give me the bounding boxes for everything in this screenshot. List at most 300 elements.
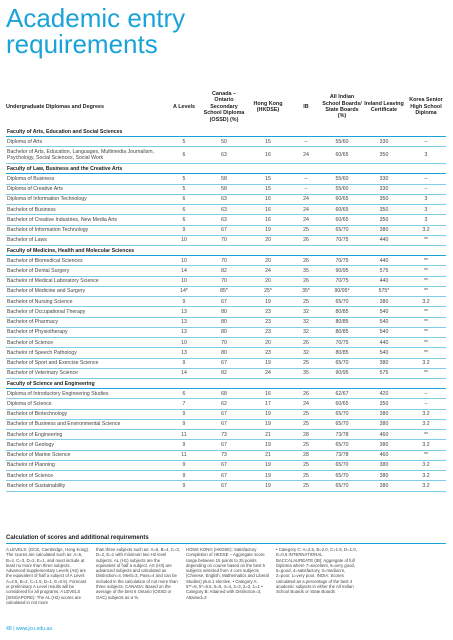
- program-name: Bachelor of Biotechnology: [6, 409, 166, 419]
- score-cell: 67: [202, 358, 246, 368]
- score-cell: 90/95*: [322, 286, 362, 296]
- score-cell: 16: [246, 215, 290, 225]
- score-cell: 25: [290, 460, 322, 470]
- program-name: Bachelor of Laws: [6, 235, 166, 245]
- score-cell: 5: [166, 137, 202, 147]
- score-cell: 58: [202, 174, 246, 184]
- entry-requirements-table: [6, 87, 446, 492]
- program-name: Bachelor of Creative Industries, New Media Arts: [6, 215, 166, 225]
- score-cell: 11: [166, 450, 202, 460]
- score-cell: **: [406, 276, 446, 286]
- program-name: Bachelor of Marine Science: [6, 450, 166, 460]
- table-row: [6, 450, 446, 460]
- score-cell: 25: [290, 225, 322, 235]
- score-cell: 80/85: [322, 307, 362, 317]
- score-cell: 82: [202, 266, 246, 276]
- score-cell: 65/70: [322, 440, 362, 450]
- program-name: Bachelor of Geology: [6, 440, 166, 450]
- program-name: Bachelor of Nursing Science: [6, 297, 166, 307]
- program-name: Bachelor of Business and Environmental Science: [6, 419, 166, 429]
- table-row: [6, 409, 446, 419]
- table-row: [6, 307, 446, 317]
- score-cell: 65/70: [322, 460, 362, 470]
- score-cell: 13: [166, 327, 202, 337]
- score-cell: 24: [246, 266, 290, 276]
- footnote-column: A LEVELS: (GCE, Cambridge, Hong Kong). The scores are calculated such as: A=5, B=4, C=3, D=2, E=1, and must include at least no more than three subjects. Advanced Supplementary Levels (AS) are the equivalent of half a subject of A Level: A=2.5, B=2, C=1.5, D=1, E=0.5). Forecast or preliminary A Level results will be considered for all programs. A LEVELS (SINGAPORE): The AL (H2) scores are calculated in not more: [6, 547, 90, 605]
- score-cell: 80: [202, 348, 246, 358]
- score-cell: 67: [202, 471, 246, 481]
- score-cell: 380: [362, 225, 406, 235]
- score-cell: 3.2: [406, 358, 446, 368]
- score-cell: 23: [246, 307, 290, 317]
- score-cell: 440: [362, 276, 406, 286]
- score-cell: 67: [202, 460, 246, 470]
- score-cell: 32: [290, 317, 322, 327]
- score-cell: 80: [202, 327, 246, 337]
- footnotes-heading: Calculation of scores and additional requirements: [6, 535, 149, 541]
- score-cell: 68: [202, 389, 246, 399]
- score-cell: 90/95: [322, 368, 362, 378]
- score-cell: 6: [166, 389, 202, 399]
- score-cell: 9: [166, 409, 202, 419]
- score-cell: 19: [246, 409, 290, 419]
- table-row: [6, 399, 446, 409]
- score-cell: 80/85: [322, 317, 362, 327]
- score-cell: 26: [290, 235, 322, 245]
- program-name: Bachelor of Information Technology: [6, 225, 166, 235]
- program-name: Bachelor of Business: [6, 205, 166, 215]
- table-row: [6, 419, 446, 429]
- table-row: [6, 338, 446, 348]
- score-cell: –: [406, 399, 446, 409]
- score-cell: 9: [166, 358, 202, 368]
- score-cell: 28: [290, 450, 322, 460]
- score-cell: **: [406, 235, 446, 245]
- score-cell: 25*: [246, 286, 290, 296]
- program-name: Diploma of Creative Arts: [6, 184, 166, 194]
- score-cell: 460: [362, 450, 406, 460]
- score-cell: 13: [166, 348, 202, 358]
- score-cell: 14: [166, 368, 202, 378]
- score-cell: 460: [362, 430, 406, 440]
- score-cell: 70/75: [322, 276, 362, 286]
- score-cell: 16: [246, 205, 290, 215]
- score-cell: **: [406, 368, 446, 378]
- score-cell: 24: [290, 147, 322, 164]
- score-cell: 65/70: [322, 419, 362, 429]
- score-cell: 50: [202, 137, 246, 147]
- score-cell: 32: [290, 327, 322, 337]
- score-cell: 3: [406, 147, 446, 164]
- score-cell: 10: [166, 256, 202, 266]
- score-cell: 350: [362, 399, 406, 409]
- header-cell: All Indian School Boards/ State Boards (%): [322, 94, 362, 120]
- score-cell: 3.2: [406, 409, 446, 419]
- table-row: [6, 215, 446, 225]
- score-cell: 540: [362, 307, 406, 317]
- header-cell: Ireland Leaving Certificate: [364, 100, 404, 113]
- score-cell: –: [406, 137, 446, 147]
- score-cell: 26: [290, 338, 322, 348]
- score-cell: 9: [166, 440, 202, 450]
- score-cell: 9: [166, 460, 202, 470]
- table-row: [6, 368, 446, 378]
- score-cell: 19: [246, 471, 290, 481]
- program-name: Bachelor of Pharmacy: [6, 317, 166, 327]
- score-cell: 25: [290, 297, 322, 307]
- score-cell: **: [406, 338, 446, 348]
- score-cell: 60/65: [322, 215, 362, 225]
- page-footer: 48 | www.jcu.edu.au: [6, 626, 53, 632]
- score-cell: 73/78: [322, 450, 362, 460]
- score-cell: 380: [362, 460, 406, 470]
- footnote-column: HONG KONG (HKDSE): Satisfactory Completion of HKDSE – Aggregate score range between 15 points to 25 points depending on course based on the best 5 subjects selected from 4 core subjects (Chinese, English, Mathematics and Liberal Studies) plus 1 elective. • Category A: 5**=6, 5*=5.5, 5=5, 4=4, 3=3, 2=2, 1=1 • Category B: Attained with Distinction=3, Attained=2: [186, 547, 269, 600]
- score-cell: 440: [362, 338, 406, 348]
- score-cell: 575: [362, 266, 406, 276]
- score-cell: 32: [290, 348, 322, 358]
- score-cell: 70: [202, 338, 246, 348]
- score-cell: 35: [290, 368, 322, 378]
- score-cell: **: [406, 266, 446, 276]
- score-cell: 19: [246, 419, 290, 429]
- score-cell: 55/60: [322, 174, 362, 184]
- table-row: [6, 194, 446, 204]
- faculty-section-row: [6, 164, 446, 174]
- score-cell: **: [406, 286, 446, 296]
- table-row: [6, 276, 446, 286]
- score-cell: 380: [362, 440, 406, 450]
- score-cell: 24: [290, 399, 322, 409]
- score-cell: 67: [202, 409, 246, 419]
- score-cell: –: [406, 174, 446, 184]
- score-cell: 6: [166, 147, 202, 164]
- score-cell: 7: [166, 399, 202, 409]
- score-cell: 65/70: [322, 358, 362, 368]
- score-cell: 25: [290, 481, 322, 491]
- program-name: Diploma of Business: [6, 174, 166, 184]
- score-cell: 15: [246, 174, 290, 184]
- program-name: Bachelor of Occupational Therapy: [6, 307, 166, 317]
- program-name: Bachelor of Biomedical Sciences: [6, 256, 166, 266]
- score-cell: **: [406, 450, 446, 460]
- score-cell: 25: [290, 419, 322, 429]
- score-cell: 67: [202, 419, 246, 429]
- score-cell: 540: [362, 317, 406, 327]
- faculty-name: Faculty of Medicine, Health and Molecular Sciences: [6, 246, 446, 256]
- score-cell: 9: [166, 471, 202, 481]
- score-cell: 330: [362, 174, 406, 184]
- score-cell: 3: [406, 215, 446, 225]
- score-cell: 80/85: [322, 327, 362, 337]
- header-cell: IB: [303, 103, 309, 110]
- score-cell: 350: [362, 147, 406, 164]
- score-cell: 3: [406, 194, 446, 204]
- table-row: [6, 174, 446, 184]
- score-cell: 63: [202, 215, 246, 225]
- score-cell: 70: [202, 276, 246, 286]
- header-cell: A Levels: [173, 103, 195, 110]
- faculty-section-row: [6, 127, 446, 137]
- score-cell: –: [406, 184, 446, 194]
- score-cell: 17: [246, 399, 290, 409]
- score-cell: 540: [362, 327, 406, 337]
- score-cell: 575*: [362, 286, 406, 296]
- table-row: [6, 256, 446, 266]
- score-cell: 9: [166, 225, 202, 235]
- table-row: [6, 389, 446, 399]
- header-cell: Canada – Ontario Secondary School Diploma (OSSD) (%): [203, 90, 245, 123]
- score-cell: 440: [362, 235, 406, 245]
- header-cell: Korea Senior High School Diploma: [409, 97, 443, 117]
- program-name: Bachelor of Physiotherapy: [6, 327, 166, 337]
- program-name: Diploma of Arts: [6, 137, 166, 147]
- score-cell: 23: [246, 327, 290, 337]
- program-name: Bachelor of Medicine and Surgery: [6, 286, 166, 296]
- score-cell: 80/85: [322, 348, 362, 358]
- score-cell: 19: [246, 460, 290, 470]
- score-cell: 6: [166, 215, 202, 225]
- score-cell: 82: [202, 368, 246, 378]
- table-row: [6, 317, 446, 327]
- score-cell: 15: [246, 184, 290, 194]
- program-name: Bachelor of Dental Surgery: [6, 266, 166, 276]
- score-cell: 10: [166, 235, 202, 245]
- score-cell: 67: [202, 297, 246, 307]
- score-cell: 73/78: [322, 430, 362, 440]
- score-cell: 65/70: [322, 225, 362, 235]
- program-name: Bachelor of Planning: [6, 460, 166, 470]
- program-name: Bachelor of Veterinary Science: [6, 368, 166, 378]
- program-name: Diploma of Information Technology: [6, 194, 166, 204]
- score-cell: **: [406, 317, 446, 327]
- score-cell: 35*: [290, 286, 322, 296]
- score-cell: 19: [246, 358, 290, 368]
- score-cell: 380: [362, 471, 406, 481]
- score-cell: 3.2: [406, 225, 446, 235]
- score-cell: 380: [362, 297, 406, 307]
- table-row: [6, 137, 446, 147]
- score-cell: 26: [290, 276, 322, 286]
- score-cell: 10: [166, 338, 202, 348]
- score-cell: 26: [290, 256, 322, 266]
- score-cell: 16: [246, 147, 290, 164]
- footnote-column: than three subjects such as: A=5, B=4, C=3, D=2, E=1 with minimum two H2 level subjects. AL (H1) subjects are the equivalent of half a subject. AS (H3) are advanced subjects and calculated as Distinction=4, Merit=3, Pass=4 and can be included in the calculation of not more than three subjects. CANADA: Based on the average of the best 6 Ontario (OSSD or OAC) subjects as a %.: [96, 547, 180, 600]
- program-name: Bachelor of Medical Laboratory Science: [6, 276, 166, 286]
- score-cell: 5: [166, 174, 202, 184]
- score-cell: 13: [166, 307, 202, 317]
- score-cell: 19: [246, 440, 290, 450]
- score-cell: 55/60: [322, 184, 362, 194]
- score-cell: 70/75: [322, 256, 362, 266]
- score-cell: 60/65: [322, 147, 362, 164]
- table-row: [6, 348, 446, 358]
- program-name: Diploma of Introductory Engineering Studies: [6, 389, 166, 399]
- table-row: [6, 205, 446, 215]
- score-cell: 60/65: [322, 399, 362, 409]
- score-cell: 62: [202, 399, 246, 409]
- score-cell: 21: [246, 450, 290, 460]
- score-cell: 20: [246, 235, 290, 245]
- score-cell: 24: [290, 215, 322, 225]
- program-name: Bachelor of Sport and Exercise Science: [6, 358, 166, 368]
- table-row: [6, 225, 446, 235]
- table-row: [6, 440, 446, 450]
- score-cell: 11: [166, 430, 202, 440]
- score-cell: 23: [246, 317, 290, 327]
- score-cell: 9: [166, 297, 202, 307]
- faculty-name: Faculty of Science and Engineering: [6, 379, 446, 389]
- table-row: [6, 471, 446, 481]
- faculty-name: Faculty of Law, Business and the Creative Arts: [6, 164, 446, 174]
- score-cell: 24: [290, 205, 322, 215]
- header-row: [6, 87, 446, 127]
- score-cell: 63: [202, 147, 246, 164]
- score-cell: 16: [246, 194, 290, 204]
- program-name: Bachelor of Speech Pathology: [6, 348, 166, 358]
- program-name: Bachelor of Sustainability: [6, 481, 166, 491]
- score-cell: 85*: [202, 286, 246, 296]
- score-cell: 67: [202, 440, 246, 450]
- score-cell: 19: [246, 225, 290, 235]
- score-cell: 13: [166, 317, 202, 327]
- score-cell: 19: [246, 481, 290, 491]
- score-cell: 350: [362, 194, 406, 204]
- divider: [6, 543, 446, 544]
- score-cell: –: [406, 389, 446, 399]
- table-row: [6, 286, 446, 296]
- score-cell: 3.2: [406, 440, 446, 450]
- score-cell: 3.2: [406, 460, 446, 470]
- score-cell: 24: [246, 368, 290, 378]
- score-cell: –: [290, 137, 322, 147]
- score-cell: 28: [290, 430, 322, 440]
- header-cell: Hong Kong (HKDSE): [253, 100, 283, 113]
- score-cell: 70/75: [322, 338, 362, 348]
- score-cell: 330: [362, 137, 406, 147]
- score-cell: 3.2: [406, 419, 446, 429]
- score-cell: 67: [202, 481, 246, 491]
- header-cell: Undergraduate Diplomas and Degrees: [6, 103, 104, 110]
- score-cell: 6: [166, 194, 202, 204]
- score-cell: 67: [202, 225, 246, 235]
- score-cell: **: [406, 307, 446, 317]
- score-cell: 20: [246, 276, 290, 286]
- score-cell: 35: [290, 266, 322, 276]
- table-row: [6, 184, 446, 194]
- score-cell: 21: [246, 430, 290, 440]
- score-cell: 25: [290, 358, 322, 368]
- table-row: [6, 358, 446, 368]
- score-cell: 58: [202, 184, 246, 194]
- table-row: [6, 297, 446, 307]
- score-cell: 25: [290, 440, 322, 450]
- score-cell: **: [406, 327, 446, 337]
- score-cell: 65/70: [322, 481, 362, 491]
- score-cell: 70: [202, 256, 246, 266]
- score-cell: 65/70: [322, 297, 362, 307]
- score-cell: **: [406, 348, 446, 358]
- table-row: [6, 147, 446, 164]
- score-cell: 380: [362, 409, 406, 419]
- score-cell: 65/70: [322, 409, 362, 419]
- score-cell: 63: [202, 194, 246, 204]
- faculty-name: Faculty of Arts, Education and Social Sciences: [6, 127, 446, 137]
- score-cell: 9: [166, 481, 202, 491]
- score-cell: 3.2: [406, 297, 446, 307]
- footnote-column: • Category C: A=2.5, B=2.0, C=1.5, D=1.0, E=0.5 INTERNATIONAL BACCALAUREATE (IB): Aggregate of full Diploma where 7=excellent, 6=very good, 5=good, 4=satisfactory, 3=mediocre, 2=poor, 1=very poor. INDIA: Scores calculated as a percentage of the best 4 academic subjects in either the All Indian School Boards or State Boards: [276, 547, 357, 595]
- score-cell: –: [290, 174, 322, 184]
- score-cell: –: [290, 184, 322, 194]
- score-cell: 440: [362, 256, 406, 266]
- score-cell: 14*: [166, 286, 202, 296]
- score-cell: 3: [406, 205, 446, 215]
- table-row: [6, 266, 446, 276]
- score-cell: 380: [362, 481, 406, 491]
- faculty-section-row: [6, 246, 446, 256]
- score-cell: 14: [166, 266, 202, 276]
- page-title: Academic entry requirements: [6, 3, 186, 59]
- score-cell: 350: [362, 205, 406, 215]
- score-cell: 575: [362, 368, 406, 378]
- score-cell: 25: [290, 471, 322, 481]
- score-cell: 63: [202, 205, 246, 215]
- faculty-section-row: [6, 379, 446, 389]
- score-cell: 540: [362, 348, 406, 358]
- score-cell: **: [406, 430, 446, 440]
- score-cell: 60/65: [322, 205, 362, 215]
- program-name: Diploma of Science: [6, 399, 166, 409]
- score-cell: 73: [202, 430, 246, 440]
- score-cell: 23: [246, 348, 290, 358]
- table-row: [6, 327, 446, 337]
- score-cell: 60/65: [322, 194, 362, 204]
- score-cell: 55/60: [322, 137, 362, 147]
- program-name: Bachelor of Arts, Education, Languages, Multimedia Journalism, Psychology, Social Sciences, Social Work: [6, 147, 166, 164]
- score-cell: 62/67: [322, 389, 362, 399]
- score-cell: 65/70: [322, 471, 362, 481]
- table-row: [6, 460, 446, 470]
- score-cell: 15: [246, 137, 290, 147]
- score-cell: 19: [246, 297, 290, 307]
- table-row: [6, 430, 446, 440]
- score-cell: 25: [290, 409, 322, 419]
- score-cell: 380: [362, 419, 406, 429]
- score-cell: 16: [246, 389, 290, 399]
- program-name: Bachelor of Science: [6, 338, 166, 348]
- score-cell: 26: [290, 389, 322, 399]
- score-cell: 73: [202, 450, 246, 460]
- score-cell: 3.2: [406, 471, 446, 481]
- table-row: [6, 235, 446, 245]
- score-cell: 24: [290, 194, 322, 204]
- program-name: Bachelor of Engineering: [6, 430, 166, 440]
- score-cell: 80: [202, 307, 246, 317]
- score-cell: 380: [362, 358, 406, 368]
- score-cell: 70/75: [322, 235, 362, 245]
- score-cell: **: [406, 256, 446, 266]
- score-cell: 20: [246, 256, 290, 266]
- score-cell: 10: [166, 276, 202, 286]
- score-cell: 350: [362, 215, 406, 225]
- score-cell: 5: [166, 184, 202, 194]
- score-cell: 32: [290, 307, 322, 317]
- score-cell: 9: [166, 419, 202, 429]
- table-row: [6, 481, 446, 491]
- score-cell: 70: [202, 235, 246, 245]
- score-cell: 3.2: [406, 481, 446, 491]
- score-cell: 80: [202, 317, 246, 327]
- score-cell: 90/95: [322, 266, 362, 276]
